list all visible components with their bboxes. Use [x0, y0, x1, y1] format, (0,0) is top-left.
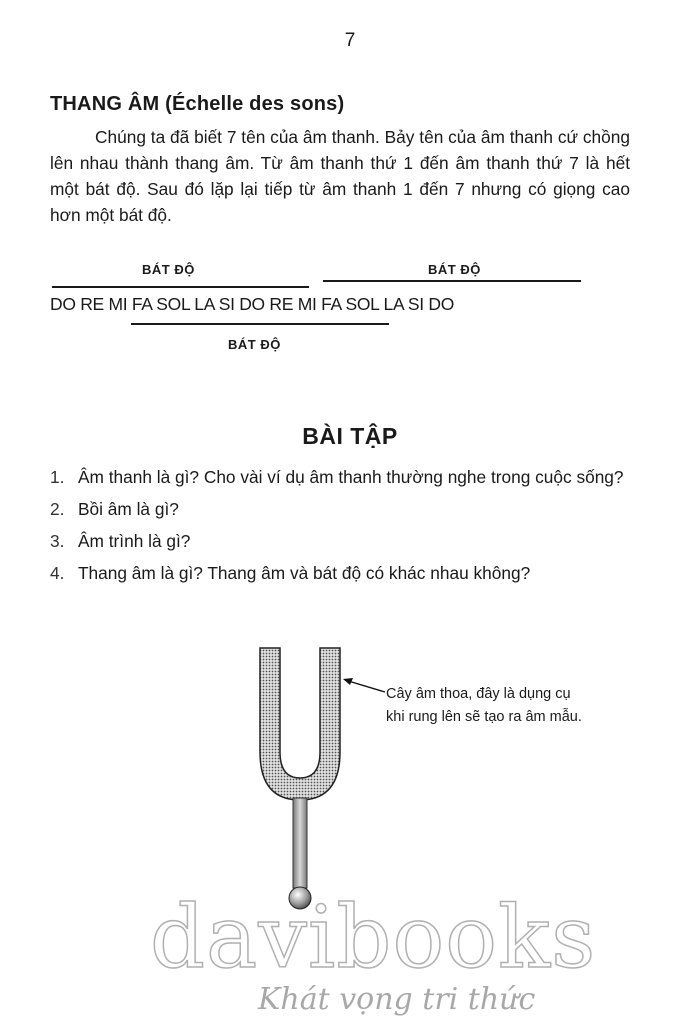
fork-body — [260, 648, 340, 800]
page-number: 7 — [344, 30, 356, 51]
exercise-number: 1. — [50, 467, 65, 487]
octave-label-right: BÁT ĐỘ — [428, 262, 481, 277]
exercise-number: 3. — [50, 531, 65, 551]
section-title: THANG ÂM (Échelle des sons) — [50, 93, 345, 115]
exercise-item — [50, 497, 630, 522]
octave-rule-left — [52, 286, 309, 288]
watermark-brand: davibooks — [150, 888, 597, 988]
octave-rule-bottom — [131, 323, 389, 325]
watermark-slogan: Khát vọng tri thức — [258, 982, 536, 1017]
octave-label-bottom: BÁT ĐỘ — [228, 337, 281, 352]
section-paragraph — [50, 124, 630, 228]
exercise-title: BÀI TẬP — [302, 423, 398, 449]
scale-notes: DO RE MI FA SOL LA SI DO RE MI FA SOL LA SI DO — [50, 294, 455, 314]
exercise-item — [50, 465, 630, 490]
fork-stem — [293, 798, 307, 888]
exercise-item — [50, 529, 630, 554]
exercise-number: 2. — [50, 499, 65, 519]
octave-label-left: BÁT ĐỘ — [142, 262, 195, 277]
exercise-text: Âm thanh là gì? Cho vài ví dụ âm thanh thường nghe trong cuộc sống? — [78, 467, 624, 487]
paragraph-text: Chúng ta đã biết 7 tên của âm thanh. Bảy tên của âm thanh cứ chồng lên nhau thành thang âm. Từ âm thanh thứ 1 đến âm thanh thứ 7 là hết một bát độ. Sau đó lặp lại tiếp từ âm thanh 1 đến 7 nhưng có giọng cao hơn một bát độ. — [50, 127, 630, 225]
exercise-number: 4. — [50, 563, 65, 583]
pointer-arrowhead — [343, 678, 353, 685]
exercise-text: Thang âm là gì? Thang âm và bát độ có khác nhau không? — [78, 563, 531, 583]
octave-rule-right — [323, 280, 581, 282]
exercise-list — [50, 465, 630, 593]
exercise-text: Bồi âm là gì? — [78, 499, 179, 519]
tuning-fork-icon — [235, 640, 395, 920]
exercise-text: Âm trình là gì? — [78, 531, 191, 551]
figure-caption: Cây âm thoa, đây là dụng cụ khi rung lên sẽ tạo ra âm mẫu. — [386, 686, 582, 725]
exercise-item — [50, 561, 630, 586]
